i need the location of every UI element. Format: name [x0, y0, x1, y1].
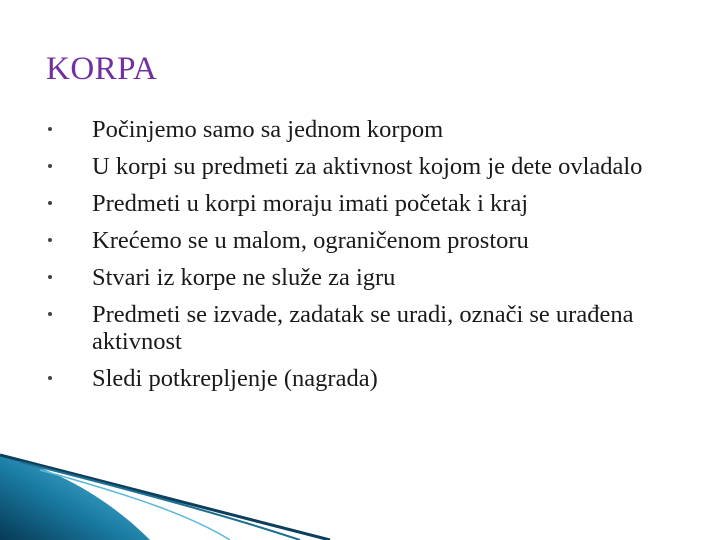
swoosh-fill [0, 455, 150, 540]
bullet-text: Počinjemo samo sa jednom korpom [92, 116, 444, 143]
bullet-text: U korpi su predmeti za aktivnost kojom je dete ovladalo [92, 153, 643, 180]
bullet-text: Predmeti se izvade, zadatak se uradi, označi se urađena aktivnost [92, 301, 634, 355]
bullet-text: Stvari iz korpe ne služe za igru [92, 264, 396, 291]
slide-title: KORPA [46, 51, 158, 87]
bullet-text: Predmeti u korpi moraju imati početak i kraj [92, 190, 529, 217]
bullet-text: Sledi potkrepljenje (nagrada) [92, 365, 378, 392]
bullet-text: Krećemo se u malom, ograničenom prostoru [92, 227, 529, 254]
